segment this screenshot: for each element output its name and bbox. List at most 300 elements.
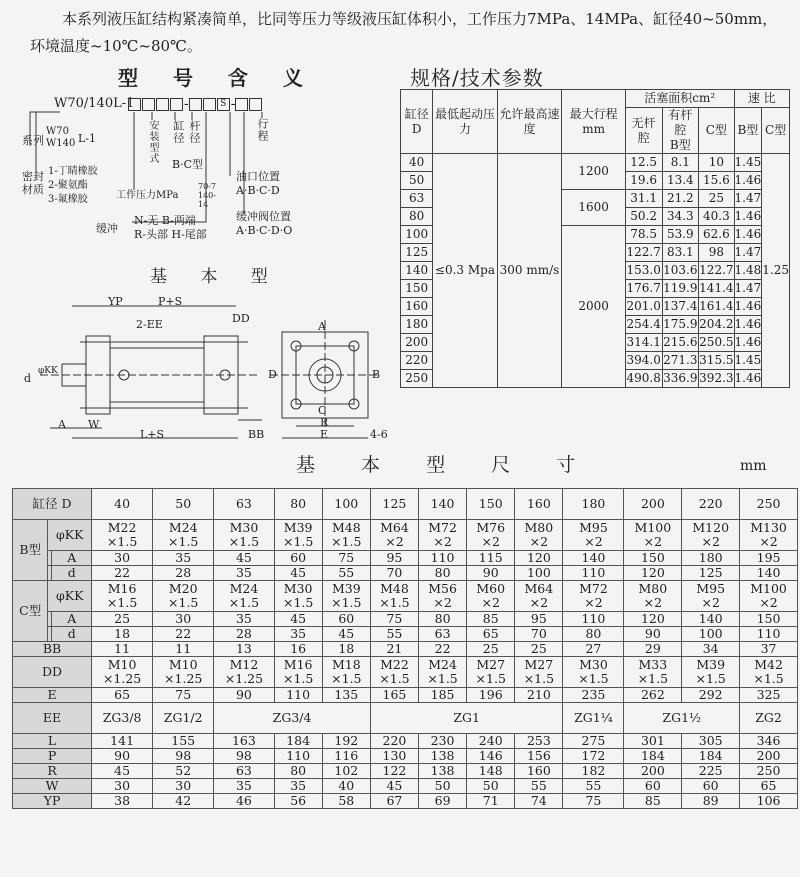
dims-p-row-cell: 98	[214, 749, 274, 764]
spec-header-speed-b: B型	[734, 108, 762, 154]
intro-text: 本系列液压缸结构紧凑简单，比同等压力等级液压缸体积小，工作压力7MPa、14MPa、缸径40~50mm，环境温度~10℃~80℃。	[30, 10, 778, 55]
label-ps: P+S	[158, 295, 183, 308]
dims-l-row-cell: 155	[153, 734, 214, 749]
dims-l-row-cell: 184	[274, 734, 322, 749]
spec-b-area: 215.6	[662, 334, 699, 352]
spec-c-area: 25	[699, 190, 734, 208]
spec-stroke: 1200	[562, 154, 625, 190]
spec-b-area: 336.9	[662, 370, 699, 388]
dims-yp-row-cell: 46	[214, 794, 274, 809]
dims-r-row-cell: 160	[515, 764, 563, 779]
dims-b-kk-row-cell: M24 ×1.5	[153, 520, 214, 551]
dims-c-d-row-cell: 63	[419, 627, 467, 642]
spec-table	[400, 89, 790, 388]
dims-b-d-row-cell: 55	[322, 566, 370, 581]
dims-e-row-cell: 135	[322, 688, 370, 703]
label-d: d	[24, 372, 32, 385]
spec-b-area: 103.6	[662, 262, 699, 280]
dims-c-kk-row-cell: M30 ×1.5	[274, 581, 322, 612]
dims-e-row-cell: 325	[740, 688, 798, 703]
dims-yp-row-cell: 56	[274, 794, 322, 809]
dims-c-a-row-cell: 60	[322, 612, 370, 627]
spec-c-area: 141.4	[699, 280, 734, 298]
spec-rodless-area: 153.0	[625, 262, 662, 280]
spec-bore: 100	[401, 226, 433, 244]
dims-w-row-cell: 40	[322, 779, 370, 794]
dims-r-row-cell: 250	[740, 764, 798, 779]
dims-c-a-row-cell: 45	[274, 612, 322, 627]
dims-p-row-cell: 110	[274, 749, 322, 764]
spec-stroke: 1600	[562, 190, 625, 226]
dims-b-d-row-cell: 35	[214, 566, 274, 581]
seal-item-1: 1-丁睛橡胶	[48, 166, 98, 177]
dims-c-kk-row-cell: M72 ×2	[563, 581, 624, 612]
dims-r-row-cell: 102	[322, 764, 370, 779]
dims-e-row-cell: 210	[515, 688, 563, 703]
dims-ee-cell: ZG3/4	[214, 703, 371, 734]
spec-header-rodless: 无杆腔	[625, 108, 662, 154]
dims-bore-row-cell: 40	[92, 489, 153, 520]
dims-c-kk-row-cell: M56 ×2	[419, 581, 467, 612]
spec-c-area: 250.5	[699, 334, 734, 352]
spec-bore: 40	[401, 154, 433, 172]
dims-unit: mm	[740, 458, 767, 474]
dims-e-row-cell: 65	[92, 688, 153, 703]
dims-w-row-cell: 30	[153, 779, 214, 794]
spec-c-area: 161.4	[699, 298, 734, 316]
dims-p-row-cell: 138	[419, 749, 467, 764]
dims-b-kk-row-cell: M100 ×2	[624, 520, 682, 551]
dims-dd-row-cell: M33 ×1.5	[624, 657, 682, 688]
dims-b-a-row-cell: 95	[370, 551, 418, 566]
dims-b-d-row	[13, 566, 798, 581]
spec-c-area: 315.5	[699, 352, 734, 370]
dims-c-a-row-cell: 150	[740, 612, 798, 627]
dims-c-kk-row	[13, 581, 798, 612]
dims-yp-row-cell: 58	[322, 794, 370, 809]
dims-c-a-row-cell: 35	[214, 612, 274, 627]
dims-c-d-row	[13, 627, 798, 642]
dims-bore-label: 缸径 D	[13, 489, 92, 520]
dims-ee-cell: ZG1	[370, 703, 563, 734]
dims-c-a-label: A	[52, 612, 92, 627]
cushion-valve-values: A·B·C·D·O	[236, 224, 293, 237]
label-end-d: D	[268, 368, 277, 381]
label-ee: 2-EE	[136, 318, 163, 331]
spec-bore: 250	[401, 370, 433, 388]
dims-b-kk-row-cell: M76 ×2	[467, 520, 515, 551]
spec-b-ratio: 1.47	[734, 244, 762, 262]
spec-header-speed-ratio: 速 比	[734, 90, 789, 108]
dims-dd-row-cell: M30 ×1.5	[563, 657, 624, 688]
dims-r-row-cell: 148	[467, 764, 515, 779]
spec-b-ratio: 1.47	[734, 190, 762, 208]
dims-c-d-row-cell: 90	[624, 627, 682, 642]
spec-c-area: 15.6	[699, 172, 734, 190]
spec-b-ratio: 1.45	[734, 154, 762, 172]
dims-bore-row-cell: 63	[214, 489, 274, 520]
dims-l-row-cell: 346	[740, 734, 798, 749]
dims-l-row-cell: 192	[322, 734, 370, 749]
dims-e-row-cell: 75	[153, 688, 214, 703]
dims-bore-row-cell: 80	[274, 489, 322, 520]
dims-ee-cell: ZG3/8	[92, 703, 153, 734]
rod-type: B·C型	[172, 158, 203, 171]
dims-b-a-row-cell: 60	[274, 551, 322, 566]
spec-rodless-area: 12.5	[625, 154, 662, 172]
dims-c-d-row-cell: 22	[153, 627, 214, 642]
label-w: W	[88, 418, 100, 431]
dims-b-a-row	[13, 551, 798, 566]
dims-yp-label: YP	[13, 794, 92, 809]
spec-b-area: 137.4	[662, 298, 699, 316]
label-ls: L+S	[140, 428, 165, 441]
dims-dd-row-cell: M10 ×1.25	[92, 657, 153, 688]
dims-l-row-cell: 275	[563, 734, 624, 749]
spec-rodless-area: 314.1	[625, 334, 662, 352]
dims-ee-cell: ZG2	[740, 703, 798, 734]
dims-w-row-cell: 35	[214, 779, 274, 794]
dims-b-a-row-cell: 140	[563, 551, 624, 566]
dims-dd-row-cell: M12 ×1.25	[214, 657, 274, 688]
spec-c-area: 204.2	[699, 316, 734, 334]
dims-dd-row-cell: M10 ×1.25	[153, 657, 214, 688]
dims-b-kk-row-cell: M64 ×2	[370, 520, 418, 551]
dims-b-kk-row-cell: M72 ×2	[419, 520, 467, 551]
dims-e-row-cell: 90	[214, 688, 274, 703]
dims-dd-row-cell: M39 ×1.5	[682, 657, 740, 688]
dims-b-kk-row-cell: M120 ×2	[682, 520, 740, 551]
spec-b-area: 83.1	[662, 244, 699, 262]
label-a: A	[58, 418, 66, 431]
port-label: 油口位置	[236, 170, 280, 183]
dims-c-d-label: d	[52, 627, 92, 642]
dims-c-a-row-cell: 110	[563, 612, 624, 627]
spec-header-b: 有杆腔 B型	[662, 108, 699, 154]
spec-bore: 80	[401, 208, 433, 226]
spec-header-c: C型	[699, 108, 734, 154]
dims-bore-row-cell: 150	[467, 489, 515, 520]
dims-bore-row-cell: 200	[624, 489, 682, 520]
spec-header-row	[401, 90, 790, 108]
spec-bore: 220	[401, 352, 433, 370]
label-end-gap: 4-6	[370, 428, 388, 441]
spec-header-max-speed: 允许最高速度	[497, 90, 562, 154]
dims-b-d-row-cell: 110	[563, 566, 624, 581]
dims-b-a-row-cell: 195	[740, 551, 798, 566]
dims-bb-row-cell: 37	[740, 642, 798, 657]
model-code: W70/140L-1	[54, 96, 135, 111]
model-boxes: - S -	[128, 96, 263, 112]
dims-bore-row	[13, 489, 798, 520]
dims-p-row-cell: 184	[624, 749, 682, 764]
spec-bore: 150	[401, 280, 433, 298]
dims-p-label: P	[13, 749, 92, 764]
dims-c-d-row-cell: 55	[370, 627, 418, 642]
spec-rodless-area: 490.8	[625, 370, 662, 388]
dims-yp-row-cell: 69	[419, 794, 467, 809]
dims-ee-label: EE	[13, 703, 92, 734]
dims-c-d-row-cell: 110	[740, 627, 798, 642]
spec-b-ratio: 1.46	[734, 298, 762, 316]
dims-c-d-row-cell: 100	[682, 627, 740, 642]
dims-c-d-row-cell: 35	[274, 627, 322, 642]
basic-type-title: 基 本 型	[150, 267, 282, 287]
dims-l-row-cell: 141	[92, 734, 153, 749]
dims-b-a-row-cell: 150	[624, 551, 682, 566]
dims-dd-row-cell: M42 ×1.5	[740, 657, 798, 688]
dims-bore-row-cell: 125	[370, 489, 418, 520]
dims-b-kk-row	[13, 520, 798, 551]
model-title: 型 号 含 义	[118, 66, 317, 90]
dims-title: 基 本 型 尺 寸	[296, 454, 596, 476]
dims-b-kk-row-cell: M95 ×2	[563, 520, 624, 551]
spec-rodless-area: 176.7	[625, 280, 662, 298]
dims-c-kk-label: φKK	[48, 581, 92, 612]
label-yp: YP	[108, 295, 123, 308]
dims-c-kk-row-cell: M80 ×2	[624, 581, 682, 612]
dims-w-row-cell: 35	[274, 779, 322, 794]
dims-bore-row-cell: 160	[515, 489, 563, 520]
spec-c-area: 62.6	[699, 226, 734, 244]
rod-label: 杆径	[188, 120, 201, 144]
dims-bb-row-cell: 13	[214, 642, 274, 657]
dims-c-a-row-cell: 95	[515, 612, 563, 627]
dims-c-kk-row-cell: M60 ×2	[467, 581, 515, 612]
seal-item-2: 2-聚氨酯	[48, 180, 88, 191]
spec-b-area: 21.2	[662, 190, 699, 208]
dims-c-a-row-cell: 30	[153, 612, 214, 627]
dims-b-d-row-cell: 70	[370, 566, 418, 581]
dims-dd-row-cell: M24 ×1.5	[419, 657, 467, 688]
dims-c-a-row-cell: 85	[467, 612, 515, 627]
seal-label: 密封材质	[22, 170, 44, 196]
series-values: W70 W140	[46, 126, 76, 149]
dims-bb-row	[13, 642, 798, 657]
spec-row	[401, 154, 790, 172]
dims-yp-row	[13, 794, 798, 809]
dims-w-row-cell: 65	[740, 779, 798, 794]
spec-b-ratio: 1.46	[734, 226, 762, 244]
spec-b-ratio: 1.47	[734, 280, 762, 298]
spec-b-area: 119.9	[662, 280, 699, 298]
bore-label: 缸径	[172, 120, 185, 144]
dims-r-row-cell: 225	[682, 764, 740, 779]
spec-b-area: 34.3	[662, 208, 699, 226]
spec-b-ratio: 1.46	[734, 334, 762, 352]
dims-dd-label: DD	[13, 657, 92, 688]
spec-b-ratio: 1.46	[734, 370, 762, 388]
spec-bore: 140	[401, 262, 433, 280]
cushion-values-2: R-头部 H-尾部	[134, 228, 207, 241]
spec-bore: 160	[401, 298, 433, 316]
port-values: A·B·C·D	[236, 184, 280, 197]
spec-c-area: 40.3	[699, 208, 734, 226]
dims-dd-row-cell: M27 ×1.5	[467, 657, 515, 688]
leader-cushion	[132, 112, 206, 222]
dims-b-d-row-cell: 28	[153, 566, 214, 581]
dims-c-type: C型	[13, 581, 48, 642]
dims-c-d-row-cell: 65	[467, 627, 515, 642]
dims-b-d-row-cell: 125	[682, 566, 740, 581]
dims-w-row-cell: 60	[682, 779, 740, 794]
spec-b-ratio: 1.46	[734, 316, 762, 334]
dims-b-kk-row-cell: M130 ×2	[740, 520, 798, 551]
dims-yp-row-cell: 74	[515, 794, 563, 809]
dims-bb-row-cell: 18	[322, 642, 370, 657]
dims-dd-row-cell: M22 ×1.5	[370, 657, 418, 688]
dims-e-row-cell: 235	[563, 688, 624, 703]
dims-p-row-cell: 200	[740, 749, 798, 764]
dims-c-a-row	[13, 612, 798, 627]
dims-b-d-row-cell: 100	[515, 566, 563, 581]
dims-e-row	[13, 688, 798, 703]
dims-b-a-row-cell: 75	[322, 551, 370, 566]
dims-bb-row-cell: 11	[153, 642, 214, 657]
dims-bore-row-cell: 50	[153, 489, 214, 520]
dims-c-a-row-cell: 140	[682, 612, 740, 627]
dims-b-d-row-cell: 45	[274, 566, 322, 581]
dims-c-kk-row-cell: M95 ×2	[682, 581, 740, 612]
dims-c-kk-row-cell: M16 ×1.5	[92, 581, 153, 612]
dims-p-row-cell: 98	[153, 749, 214, 764]
dims-dd-row	[13, 657, 798, 688]
dims-b-d-row-cell: 90	[467, 566, 515, 581]
spec-b-area: 13.4	[662, 172, 699, 190]
dims-yp-row-cell: 67	[370, 794, 418, 809]
seal-item-3: 3-氟橡胶	[48, 194, 88, 205]
leader-series	[30, 112, 60, 146]
dims-bb-row-cell: 11	[92, 642, 153, 657]
dims-w-label: W	[13, 779, 92, 794]
dims-l-row-cell: 253	[515, 734, 563, 749]
stroke-label: 行程	[256, 118, 269, 142]
dims-c-d-row-cell: 28	[214, 627, 274, 642]
dims-bb-row-cell: 22	[419, 642, 467, 657]
dims-ee-row	[13, 703, 798, 734]
dims-c-kk-row-cell: M100 ×2	[740, 581, 798, 612]
dims-w-row-cell: 50	[419, 779, 467, 794]
dims-b-kk-row-cell: M39 ×1.5	[274, 520, 322, 551]
dims-r-row-cell: 80	[274, 764, 322, 779]
dims-p-row	[13, 749, 798, 764]
label-bb: BB	[248, 428, 265, 441]
label-end-c: C	[318, 404, 327, 417]
dims-bore-row-cell: 250	[740, 489, 798, 520]
dims-b-d-row-cell: 80	[419, 566, 467, 581]
dims-yp-row-cell: 38	[92, 794, 153, 809]
dims-dd-row-cell: M27 ×1.5	[515, 657, 563, 688]
spec-stroke: 2000	[562, 226, 625, 388]
spec-rodless-area: 19.6	[625, 172, 662, 190]
spec-bore: 125	[401, 244, 433, 262]
dims-b-a-row-cell: 45	[214, 551, 274, 566]
dims-bb-label: BB	[13, 642, 92, 657]
dims-r-row-cell: 45	[92, 764, 153, 779]
dims-l-row-cell: 220	[370, 734, 418, 749]
dims-b-a-row-cell: 110	[419, 551, 467, 566]
dims-l-row-cell: 230	[419, 734, 467, 749]
dims-b-d-row-cell: 120	[624, 566, 682, 581]
dims-e-row-cell: 292	[682, 688, 740, 703]
dims-yp-row-cell: 106	[740, 794, 798, 809]
dims-e-row-cell: 165	[370, 688, 418, 703]
spec-c-area: 10	[699, 154, 734, 172]
dims-e-row-cell: 185	[419, 688, 467, 703]
spec-bore: 200	[401, 334, 433, 352]
dims-ee-cell: ZG1½	[624, 703, 740, 734]
spec-bore: 180	[401, 316, 433, 334]
dims-r-row-cell: 138	[419, 764, 467, 779]
dims-b-a-row-cell: 180	[682, 551, 740, 566]
spec-header-speed-c: C型	[762, 108, 790, 154]
spec-rodless-area: 78.5	[625, 226, 662, 244]
spec-b-ratio: 1.46	[734, 172, 762, 190]
cushion-label: 缓冲	[96, 222, 118, 235]
dims-p-row-cell: 130	[370, 749, 418, 764]
spec-rodless-area: 394.0	[625, 352, 662, 370]
spec-bore: 50	[401, 172, 433, 190]
dims-r-label: R	[13, 764, 92, 779]
dims-c-d-row-cell: 70	[515, 627, 563, 642]
dims-p-row-cell: 116	[322, 749, 370, 764]
dims-ee-cell: ZG1¼	[563, 703, 624, 734]
dims-c-kk-row-cell: M24 ×1.5	[214, 581, 274, 612]
dims-c-d-row-cell: 45	[322, 627, 370, 642]
spec-b-area: 53.9	[662, 226, 699, 244]
dims-b-kk-label: φKK	[48, 520, 92, 551]
dims-b-kk-row-cell: M22 ×1.5	[92, 520, 153, 551]
dims-bb-row-cell: 25	[467, 642, 515, 657]
dims-c-d-row-cell: 18	[92, 627, 153, 642]
dims-table	[12, 488, 798, 809]
dims-r-row-cell: 122	[370, 764, 418, 779]
dims-c-kk-row-cell: M48 ×1.5	[370, 581, 418, 612]
dims-bore-row-cell: 220	[682, 489, 740, 520]
spec-b-area: 8.1	[662, 154, 699, 172]
dims-ee-cell: ZG1/2	[153, 703, 214, 734]
dims-c-kk-row-cell: M20 ×1.5	[153, 581, 214, 612]
dims-bore-row-cell: 100	[322, 489, 370, 520]
dims-l-row-cell: 305	[682, 734, 740, 749]
dims-p-row-cell: 172	[563, 749, 624, 764]
series-suffix: L-1	[78, 132, 97, 145]
spec-title: 规格/技术参数	[410, 66, 544, 90]
dims-b-a-row-cell: 35	[153, 551, 214, 566]
spec-rodless-area: 31.1	[625, 190, 662, 208]
dims-l-label: L	[13, 734, 92, 749]
cushion-values: N-无 B-两端	[134, 214, 196, 227]
dims-bb-row-cell: 16	[274, 642, 322, 657]
dims-bb-row-cell: 29	[624, 642, 682, 657]
dims-r-row-cell: 52	[153, 764, 214, 779]
spec-rodless-area: 254.4	[625, 316, 662, 334]
dims-p-row-cell: 146	[467, 749, 515, 764]
spec-bore: 63	[401, 190, 433, 208]
dims-yp-row-cell: 71	[467, 794, 515, 809]
dims-r-row	[13, 764, 798, 779]
dims-p-row-cell: 156	[515, 749, 563, 764]
dims-c-a-row-cell: 120	[624, 612, 682, 627]
dims-b-kk-row-cell: M48 ×1.5	[322, 520, 370, 551]
dims-w-row-cell: 55	[563, 779, 624, 794]
dims-e-row-cell: 262	[624, 688, 682, 703]
pressure-label: 工作压力MPa	[116, 190, 179, 201]
spec-header-bore: 缸径D	[401, 90, 433, 154]
spec-rodless-area: 122.7	[625, 244, 662, 262]
dims-c-a-row-cell: 75	[370, 612, 418, 627]
dims-c-a-row-cell: 25	[92, 612, 153, 627]
